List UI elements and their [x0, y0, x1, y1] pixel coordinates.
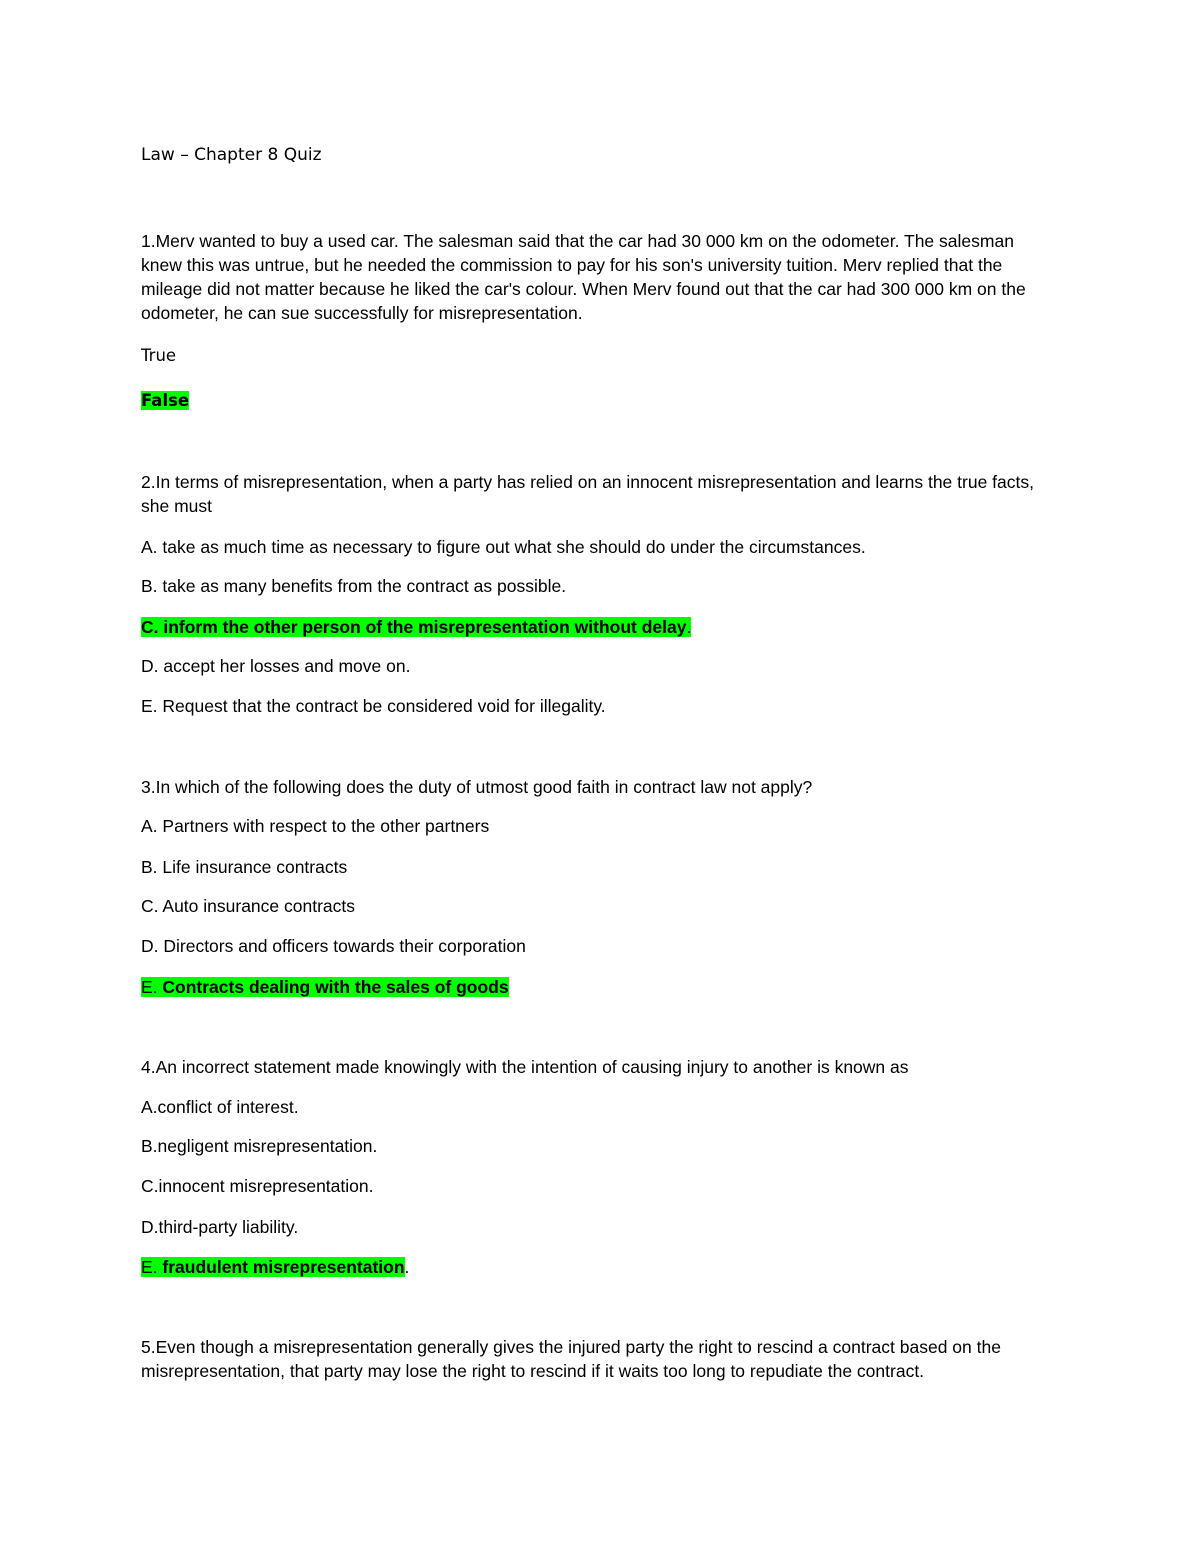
question-2-option-d: D. accept her losses and move on. [141, 656, 411, 676]
question-2-text: 2.In terms of misrepresentation, when a party has relied on an innocent misrepresentation and learns the true facts, she must [141, 472, 1034, 516]
question-1-option-true: True [141, 346, 177, 365]
document-title: Law – Chapter 8 Quiz [141, 145, 322, 165]
question-2-option-b: B. take as many benefits from the contract as possible. [141, 576, 567, 596]
question-3-option-d: D. Directors and officers towards their corporation [141, 936, 526, 956]
correct-answer-highlight: False [141, 391, 190, 410]
question-3-option-a: A. Partners with respect to the other partners [141, 816, 490, 836]
question-2-option-a: A. take as much time as necessary to figure out what she should do under the circumstances. [141, 537, 866, 557]
correct-answer-highlight: fraudulent misrepresentation [162, 1257, 405, 1277]
question-2-option-e: E. Request that the contract be considered void for illegality. [141, 696, 606, 716]
question-4-option-c: C.innocent misrepresentation. [141, 1176, 374, 1196]
question-4-option-b: B.negligent misrepresentation. [141, 1136, 378, 1156]
correct-answer-highlight: Contracts dealing with the sales of goods [162, 977, 509, 997]
question-1-text: 1.Merv wanted to buy a used car. The salesman said that the car had 30 000 km on the odometer. The salesman knew this was untrue, but he needed the commission to pay for his son's university tuition. Merv replied that the mileage did not matter because he liked the car's colour. When Merv found out that the car had 300 000 km on the odometer, he can sue successfully for misrepresentation. [141, 231, 1026, 323]
question-3-answer-e: E. Contracts dealing with the sales of goods [141, 977, 509, 997]
question-3-text: 3.In which of the following does the duty of utmost good faith in contract law not apply? [141, 777, 813, 797]
question-4-text: 4.An incorrect statement made knowingly with the intention of causing injury to another is known as [141, 1057, 909, 1077]
question-1-answer-false [141, 389, 189, 413]
question-2-answer-c: C. inform the other person of the misrepresentation without delay. [141, 617, 692, 637]
correct-answer-highlight: C. inform the other person of the misrepresentation without delay [141, 617, 687, 637]
question-4-answer-e: E. fraudulent misrepresentation. [141, 1257, 410, 1277]
question-4-option-d: D.third-party liability. [141, 1217, 299, 1237]
question-3-option-c: C. Auto insurance contracts [141, 896, 355, 916]
question-5-text: 5.Even though a misrepresentation generally gives the injured party the right to rescind a contract based on the misrepresentation, that party may lose the right to rescind if it waits too long to repudiate the contract. [141, 1337, 1001, 1381]
question-3-option-b: B. Life insurance contracts [141, 857, 348, 877]
question-4-option-a: A.conflict of interest. [141, 1097, 299, 1117]
